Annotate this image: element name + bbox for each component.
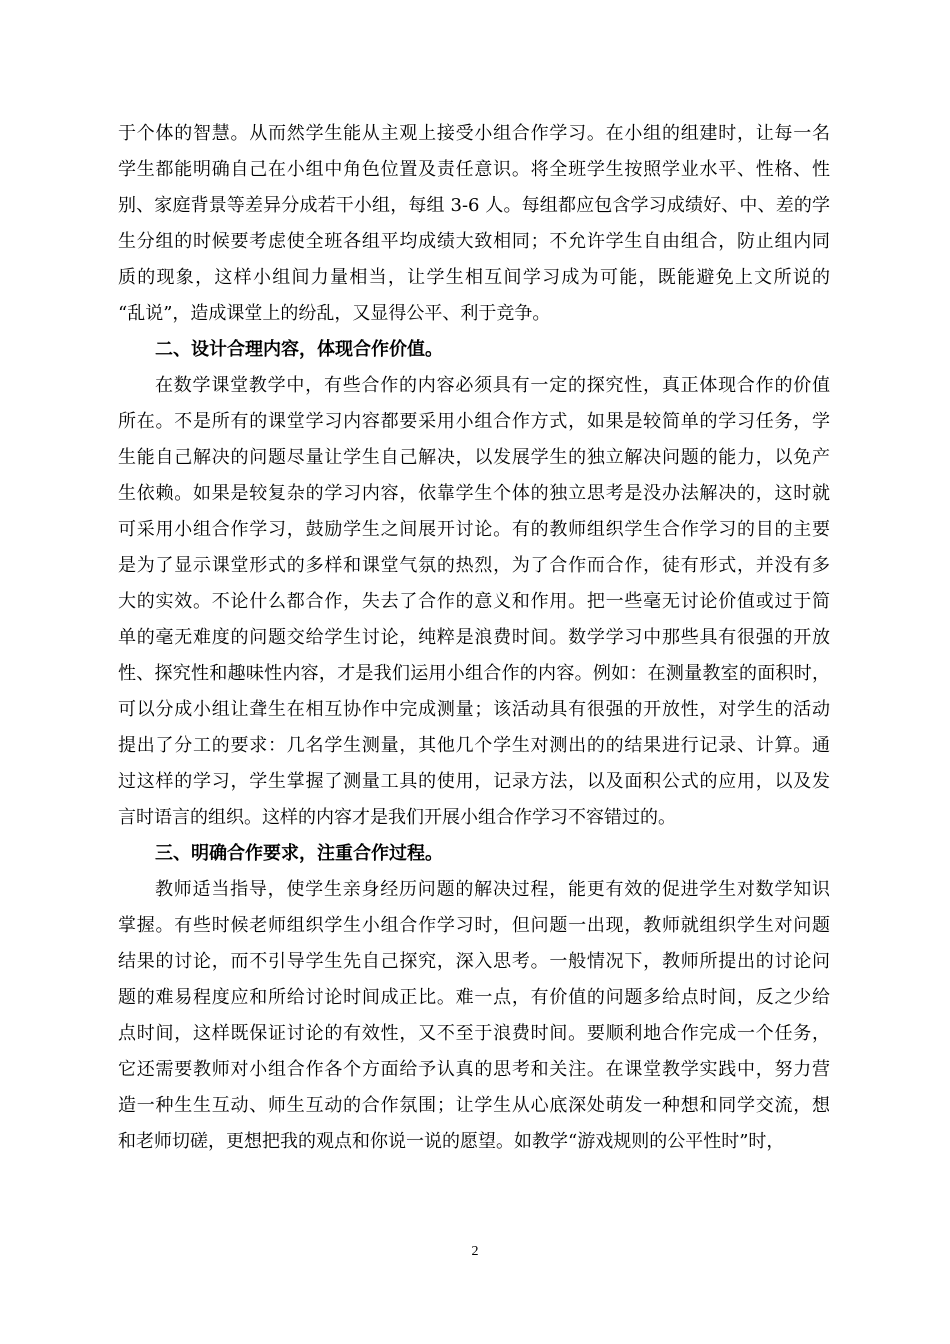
text-line: 性、探究性和趣味性内容，才是我们运用小组合作的内容。例如：在测量教室的面积时， — [118, 663, 830, 684]
section-heading — [118, 836, 830, 872]
text-line: 是为了显示课堂形式的多样和课堂气氛的热烈，为了合作而合作，徒有形式，并没有多 — [118, 555, 830, 576]
paragraph — [118, 872, 830, 1160]
text-line: 和老师切磋，更想把我的观点和你说一说的愿望。如教学“游戏规则的公平性时”时， — [118, 1131, 785, 1152]
text-line: 教师适当指导，使学生亲身经历问题的解决过程，能更有效的促进学生对数学知识 — [155, 879, 830, 900]
text-line: 它还需要教师对小组合作各个方面给予认真的思考和关注。在课堂教学实践中，努力营 — [118, 1059, 830, 1080]
paragraph — [118, 116, 830, 332]
text-line: 掌握。有些时候老师组织学生小组合作学习时，但问题一出现，教师就组织学生对问题 — [118, 915, 830, 936]
paragraph — [118, 368, 830, 836]
text-line: 于个体的智慧。从而然学生能从主观上接受小组合作学习。在小组的组建时，让每一名 — [118, 123, 830, 144]
heading-text: 二、设计合理内容，体现合作价值。 — [155, 339, 443, 360]
text-line: “乱说”，造成课堂上的纷乱，又显得公平、利于竞争。 — [118, 303, 551, 324]
text-line: 结果的讨论，而不引导学生先自己探究，深入思考。一般情况下，教师所提出的讨论问 — [118, 951, 830, 972]
text-line: 所在。不是所有的课堂学习内容都要采用小组合作方式，如果是较简单的学习任务，学 — [118, 411, 830, 432]
text-line: 大的实效。不论什么都合作，失去了合作的意义和作用。把一些毫无讨论价值或过于简 — [118, 591, 830, 612]
text-line: 题的难易程度应和所给讨论时间成正比。难一点，有价值的问题多给点时间，反之少给 — [118, 987, 830, 1008]
text-line: 生分组的时候要考虑使全班各组平均成绩大致相同；不允许学生自由组合，防止组内同 — [118, 231, 830, 252]
document-body — [118, 116, 830, 1160]
text-line: 单的毫无难度的问题交给学生讨论，纯粹是浪费时间。数学学习中那些具有很强的开放 — [118, 627, 830, 648]
text-line: 点时间，这样既保证讨论的有效性，又不至于浪费时间。要顺利地合作完成一个任务， — [118, 1023, 830, 1044]
text-line: 可采用小组合作学习，鼓励学生之间展开讨论。有的教师组织学生合作学习的目的主要 — [118, 519, 830, 540]
page-number: 2 — [471, 1244, 479, 1259]
text-line: 质的现象，这样小组间力量相当，让学生相互间学习成为可能，既能避免上文所说的 — [118, 267, 830, 288]
text-line: 在数学课堂教学中，有些合作的内容必须具有一定的探究性，真正体现合作的价值 — [155, 375, 830, 396]
text-line: 生能自己解决的问题尽量让学生自己解决，以发展学生的独立解决问题的能力，以免产 — [118, 447, 830, 468]
text-line: 提出了分工的要求：几名学生测量，其他几个学生对测出的的结果进行记录、计算。通 — [118, 735, 830, 756]
text-line: 可以分成小组让聋生在相互协作中完成测量；该活动具有很强的开放性，对学生的活动 — [118, 699, 830, 720]
text-line: 学生都能明确自己在小组中角色位置及责任意识。将全班学生按照学业水平、性格、性 — [118, 159, 830, 180]
text-line: 言时语言的组织。这样的内容才是我们开展小组合作学习不容错过的。 — [118, 807, 676, 828]
text-line: 生依赖。如果是较复杂的学习内容，依靠学生个体的独立思考是没办法解决的，这时就 — [118, 483, 830, 504]
section-heading — [118, 332, 830, 368]
heading-text: 三、明确合作要求，注重合作过程。 — [155, 843, 443, 864]
text-line: 造一种生生互动、师生互动的合作氛围；让学生从心底深处萌发一种想和同学交流，想 — [118, 1095, 830, 1116]
text-line: 过这样的学习，学生掌握了测量工具的使用，记录方法，以及面积公式的应用，以及发 — [118, 771, 830, 792]
text-line: 别、家庭背景等差异分成若干小组，每组 3-6 人。每组都应包含学习成绩好、中、差的学 — [118, 195, 830, 216]
